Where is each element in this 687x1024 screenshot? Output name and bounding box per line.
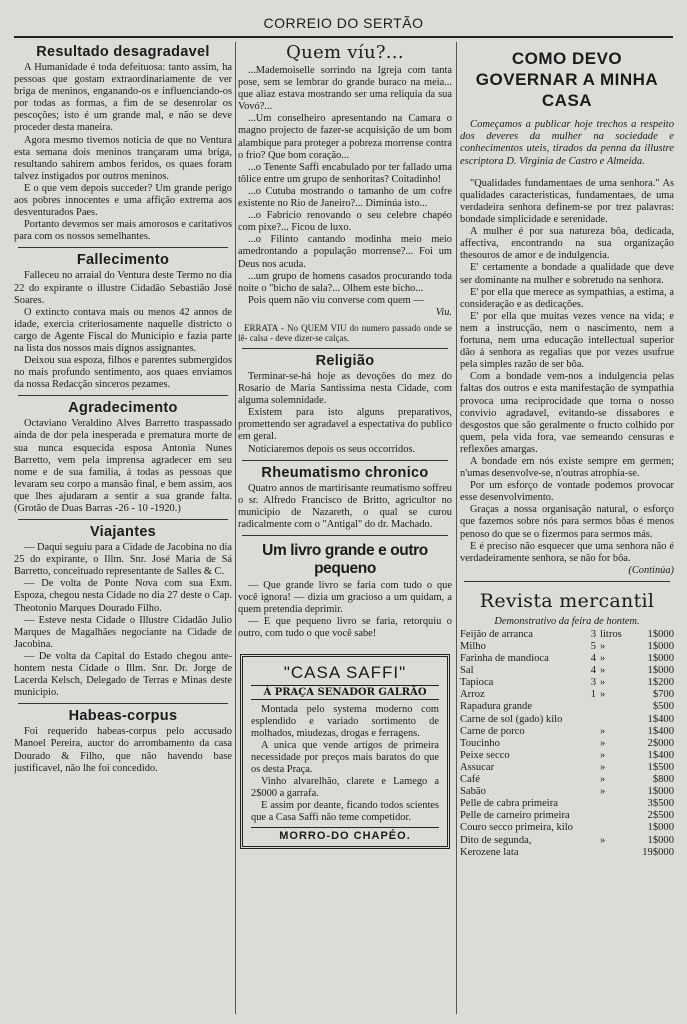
paragraph: — Que grande livro se faria com tudo o que você ignora! — dizia um gracioso a um quidam, a quem pretendia deprimir. — [238, 580, 452, 616]
item-unit — [600, 847, 630, 859]
paragraph: ...o Cutuba mostrando o tamanho de um cofre existente no Rio de Janeiro?... Diminúa isto... — [238, 185, 452, 210]
article-title: Agradecimento — [68, 400, 178, 417]
item-name: Feijão de arranca — [460, 628, 533, 640]
item-quantity — [574, 701, 600, 713]
paragraph: Falleceu no arraial do Ventura deste Termo no dia 22 do expirante o illustre Cidadão Sebastião José Soares. — [14, 270, 232, 306]
item-unit — [600, 701, 630, 713]
price-row — [460, 641, 674, 653]
paragraph: E' por ella que muitas vezes vence na vida; e nem a instrucção, nem o nascimento, nem a fortuna, nem uma educação intellectual superior dão á senhora as regalias que por vezes usufrue pela simples razão de ser bôa. — [460, 310, 674, 371]
item-name: Pelle de carneiro primeira — [460, 810, 570, 822]
item-name: Toucinho — [460, 737, 500, 749]
article-title: Quem víu?... — [286, 42, 404, 63]
item-price: 2$000 — [647, 737, 674, 749]
paragraph: E' por ella que merece as sympathias, a estima, a consideração e as dedicações. — [460, 286, 674, 310]
item-price: 1$500 — [647, 761, 674, 773]
item-unit — [600, 810, 630, 822]
item-name: Couro secco primeira, kilo — [460, 822, 573, 834]
paragraph: A bondade em nós existe sempre em germen; n'umas desenvolve-se, n'outras atrophia-se. — [460, 455, 674, 480]
article-como-devo-governar — [460, 48, 674, 577]
price-row — [460, 689, 674, 701]
paragraph: Foi requerido habeas-corpus pelo accusado Manoel Pereira, auctor do arrombamento da casa Dourado & Filho, que não havendo base justificavel, não lhe foi concedido. — [14, 726, 232, 774]
article-religiao — [238, 353, 452, 456]
item-unit: » — [600, 761, 606, 773]
paragraph: — De volta de Ponte Nova com sua Exm. Espoza, chegou nesta Cidade no dia 27 deste o Cap. Theotonio Marques Dourado Filho. — [14, 578, 232, 614]
paragraph: O extincto contava mais ou menos 42 annos de idade, exercia criteriosamente naquelle districto o cargo de Agente Fiscal do Municipio e fazia parte na lista dos nossos mais dignos assignantes. — [14, 306, 232, 354]
article-title: Revista mercantil — [479, 589, 655, 612]
price-row — [460, 798, 674, 810]
item-price: 1$000 — [647, 834, 674, 846]
paragraph: ...o Tenente Saffi encabulado por ter fallado uma tôlice entre um grupo de senhoritas? Coitadinho! — [238, 161, 452, 185]
item-price: 1$400 — [647, 725, 674, 737]
paragraph: ...Mademoiselle sorrindo na Igreja com tanta pose, sem se lembrar do grande buraco na meia... que aliaz estava mostrando ser uma reliquia da sua Vovó?... — [238, 65, 452, 113]
item-quantity — [574, 810, 600, 822]
item-unit: » — [600, 725, 606, 737]
item-name: Arroz — [460, 689, 485, 701]
item-price: 1$000 — [647, 628, 674, 640]
price-row — [460, 714, 674, 726]
item-quantity: 1 — [590, 689, 596, 701]
column-middle — [238, 42, 452, 1016]
paragraph: E o que vem depois succeder? Um grande perigo aos pobres innocentes e uma affição extrema aos desventurados Paes. — [14, 182, 232, 219]
price-row — [460, 786, 674, 798]
paragraph: ...o Fabricio renovando o seu celebre chapéo com pixe?... Ficou de luxo. — [238, 210, 452, 234]
item-unit: » — [600, 653, 606, 665]
paragraph: — E que pequeno livro se faria, retorquiu o outro, com tudo o que você sabe! — [238, 616, 452, 640]
item-quantity — [574, 762, 600, 774]
item-name: Sal — [460, 665, 474, 677]
item-quantity — [574, 750, 600, 762]
item-name: Pelle de cabra primeira — [460, 798, 558, 810]
article-habeas-corpus — [14, 708, 232, 774]
item-quantity — [574, 835, 600, 847]
paragraph: ...Um conselheiro apresentando na Camara o magno projecto de fazer-se acquisição de um bom alambique para proteger a pobreza morrense contra o frio? Que bom coração... — [238, 113, 452, 161]
article-rheumatismo — [238, 465, 452, 531]
item-name: Carne de porco — [460, 725, 525, 737]
price-row — [460, 762, 674, 774]
paragraph: ...o Filinto cantando modinha meio meio amedrontando a população morrense?... Foi um Deus nos acuda. — [238, 234, 452, 270]
item-quantity — [574, 714, 600, 726]
item-price: 1$000 — [647, 653, 674, 665]
article-lead: Começamos a publicar hoje trechos a respeito dos deveres da mulher na sociedade e conhecimentos uteis, tirados da penna da illustre escriptora D. Virginia de Castro e Almeida. — [460, 119, 674, 167]
item-quantity — [574, 798, 600, 810]
errata-note: ERRATA - No QUEM VIU do numero passado onde se lê- calsa - deve dizer-se calças. — [238, 322, 452, 344]
item-name: Peixe secco — [460, 749, 510, 761]
item-name: Farinha de mandioca — [460, 653, 549, 665]
article-resultado — [14, 44, 232, 243]
item-price: 1$400 — [647, 713, 674, 725]
article-title: Religião — [315, 352, 375, 369]
item-price: 1$000 — [647, 641, 674, 652]
price-row — [460, 677, 674, 689]
item-price: $500 — [652, 701, 674, 713]
price-row — [460, 774, 674, 786]
article-agradecimento — [14, 400, 232, 515]
divider — [18, 247, 228, 248]
price-row — [460, 750, 674, 762]
item-price: 1$200 — [647, 677, 674, 689]
divider — [242, 535, 448, 536]
paragraph: Montada pelo systema moderno com esplendido e variado sortimento de molhados, miudezas, drogas e ferragens. — [251, 704, 439, 740]
paragraph: — Esteve nesta Cidade o Illustre Cidadão Julio Marques de Magalhães negociante na Cidade de Jacobina. — [14, 614, 232, 650]
column-left — [14, 42, 232, 1016]
divider — [242, 348, 448, 349]
article-quem-viu — [238, 42, 452, 344]
price-table — [460, 629, 674, 859]
item-name: Sabão — [460, 786, 486, 798]
item-quantity: 3 — [590, 628, 596, 640]
article-viajantes — [14, 524, 232, 699]
paragraph: ...um grupo de homens casados procurando toda noite o "bicho de sala?... Olhem este bicho... — [238, 270, 452, 294]
item-price: 1$000 — [647, 822, 674, 834]
item-price: 1$000 — [647, 786, 674, 798]
item-price: 3$500 — [647, 798, 674, 810]
column-right — [460, 42, 674, 1016]
price-row — [460, 629, 674, 641]
price-row — [460, 810, 674, 822]
article-title: Viajantes — [89, 524, 157, 541]
price-row — [460, 701, 674, 713]
item-price: 1$400 — [647, 749, 674, 761]
column-rule — [456, 42, 457, 1014]
item-quantity — [574, 738, 600, 750]
paragraph: Deixou sua espoza, filhos e parentes submergidos no mais profundo sentimento, aos quaes enviamos da nossa Redacção sinceros pezames. — [14, 355, 232, 391]
paragraph: A mulher é por sua natureza bôa, dedicada, affectiva, encontrando na sua organização thesouros de amor e de indulgencia. — [460, 226, 674, 262]
item-quantity — [574, 822, 600, 834]
price-row — [460, 835, 674, 847]
item-name: Tapioca — [460, 677, 494, 689]
price-row — [460, 653, 674, 665]
item-name: Rapadura grande — [460, 701, 533, 713]
item-name: Carne de sol (gado) kilo — [460, 713, 563, 725]
masthead — [14, 4, 673, 38]
paragraph: Octaviano Veraldino Alves Barretto traspassado ainda de dor pela inesperada e prematura morte de sua nunca esquecida esposa Antonia Nunes Barretto, vem pela imprensa agradecer em seu nome e de sua familia, á todas as pessoas que levaram seu corpo a mansão final, e bem assim, aos que lhes ajudaram a sentir a sua grande falta. (Grotão de Duas Barras -26 - 10 -1920.) — [14, 418, 232, 514]
article-title: Resultado desagradavel — [36, 44, 210, 60]
paragraph: Pois quem não viu converse com quem — — [248, 294, 424, 306]
item-quantity: 4 — [590, 653, 596, 665]
item-unit: » — [600, 749, 606, 761]
item-unit: » — [600, 737, 606, 749]
paragraph: Existem para isto alguns preparativos, promettendo ser agradavel a espectativa do publico em geral. — [238, 407, 452, 443]
item-quantity: 4 — [590, 665, 596, 677]
paragraph: Portanto devemos ser mais amorosos e caritativos para com os nossos semelhantes. — [14, 219, 232, 243]
item-unit: » — [600, 786, 606, 798]
price-row — [460, 665, 674, 677]
paragraph: Com a bondade vem-nos a indulgencia pelas faltas dos outros e esta manifestação de sympathia provoca uma reciprocidade que torna o nosso convivio agradavel, evitando-se dissabores e desgostos que são geralmente o fructo colhido por quem, pela vida fora, vae semeando censuras e reflexões amargas. — [460, 371, 674, 455]
item-quantity: 5 — [590, 641, 596, 652]
paragraph: E assim por deante, ficando todos scientes que a Casa Saffi não teme competidor. — [251, 800, 439, 824]
price-row — [460, 847, 674, 859]
paragraph: Terminar-se-há hoje as devoções do mez do Rosario de Maria Santissima nesta Cidade, com alguma solemnidade. — [238, 370, 452, 407]
paragraph: E é preciso não esquecer que uma senhora não é verdadeiramente senhora, se não for bôa. — [460, 540, 674, 564]
market-subtitle: Demonstrativo da feira de hontem. — [494, 615, 640, 627]
item-price: $700 — [652, 689, 674, 701]
paragraph: Noticiaremos depois os seus occorridos. — [248, 443, 416, 455]
item-unit — [600, 822, 630, 834]
item-quantity — [574, 726, 600, 738]
article-revista-mercantil — [460, 590, 674, 859]
article-title: Habeas-corpus — [68, 708, 178, 725]
article-title: COMO DEVO GOVERNAR A MINHA CASA — [475, 49, 659, 110]
item-name: Assucar — [460, 761, 495, 773]
item-unit: » — [600, 774, 606, 786]
ad-footer: MORRO-DO CHAPÉO. — [251, 827, 439, 842]
item-price: $800 — [652, 774, 674, 786]
item-unit: litros — [600, 628, 622, 640]
item-price: 2$500 — [647, 810, 674, 822]
paragraph: Graças a nossa organisação natural, o esforço que fazemos sobre nós para sermos bôas é menos penoso do que se o fizermos para sermos más. — [460, 504, 674, 540]
item-name: Milho — [460, 641, 486, 652]
article-livro — [238, 542, 452, 640]
item-quantity — [574, 847, 600, 859]
paragraph: — Daqui seguiu para a Cidade de Jacobina no dia 25 do expirante, o Illm. Snr. José Maria de Sá Barretto, conceituado representante de Salles & C. — [14, 542, 232, 578]
paragraph: E' certamente a bondade a qualidade que deve ser dominante na mulher e sobretudo na senhora. — [460, 262, 674, 286]
item-unit: » — [600, 834, 606, 846]
paragraph: Quatro annos de martirisante reumatismo soffreu o sr. Alfredo Francisco de Britto, agricultor no municipio de Nazareth, o qual se curou radicalmente com o "Antigal" do dr. Machado. — [238, 482, 452, 530]
item-unit — [600, 714, 630, 726]
article-fallecimento — [14, 252, 232, 391]
price-row — [460, 738, 674, 750]
item-name: Kerozene lata — [460, 846, 519, 858]
article-title: Fallecimento — [76, 252, 170, 269]
item-quantity — [574, 774, 600, 786]
continued-note: (Continúa) — [628, 564, 674, 576]
signature: Viu. — [435, 306, 452, 318]
article-title: Um livro grande e outro pequeno — [262, 542, 428, 577]
item-price: 19$000 — [642, 846, 674, 858]
divider — [464, 581, 670, 582]
item-quantity — [574, 786, 600, 798]
paragraph: Agora mesmo tivemos noticia de que no Ventura esta semana dois meninos trançaram uma briga, resultando sahirem ambos feridos, os quaes foram talvez instigados por outros meninos. — [14, 134, 232, 182]
item-quantity: 3 — [590, 677, 596, 689]
item-unit: » — [600, 689, 606, 701]
item-unit — [600, 798, 630, 810]
paragraph: Vinho alvarelhão, clarete e Lamego a 2$000 a garrafa. — [251, 776, 439, 800]
newspaper-title: CORREIO DO SERTÃO — [263, 15, 424, 31]
column-rule — [235, 42, 236, 1014]
item-unit: » — [600, 665, 606, 677]
ad-subtitle: Á PRAÇA SENADOR GALRÃO — [251, 685, 439, 700]
ad-title: "CASA SAFFI" — [283, 663, 407, 683]
advertisement-casa-saffi — [240, 654, 450, 849]
price-row — [460, 726, 674, 738]
item-name: Café — [460, 774, 480, 786]
item-name: Dito de segunda, — [460, 834, 532, 846]
paragraph: — De volta da Capital do Estado chegou ante-hontem nesta Cidade o Illm. Snr. Dr. Jorge de Lacerda Kelsch, Delegado de Terras e Minas deste municipio. — [14, 650, 232, 699]
article-title: Rheumatismo chronico — [261, 464, 429, 481]
divider — [18, 703, 228, 704]
paragraph: A Humanidade é toda defeituosa: tanto assim, ha pessoas que gostam extraordinariamente de ver briga de meninos, enganando-os e influenciando-os por todas as formas, a fim de se desenrolar os pescoções; isto é um grande mal, e não se deve proceder desta maneira. — [14, 62, 232, 134]
paragraph: Por um esforço de vontade podemos provocar esse desenvolvimento. — [460, 480, 674, 504]
divider — [18, 395, 228, 396]
divider — [18, 519, 228, 520]
item-unit: » — [600, 641, 606, 652]
item-unit: » — [600, 677, 606, 689]
paragraph: A unica que vende artigos de primeira necessidade por preços mais baratos do que os desta Praça. — [251, 740, 439, 776]
item-price: 1$000 — [647, 665, 674, 677]
divider — [242, 460, 448, 461]
paragraph: "Qualidades fundamentaes de uma senhora." As qualidades caracteristicas, fundamentaes, de uma verdadeira senhora definem-se por trez palavras: bondade simplicidade e serenidade. — [460, 177, 674, 226]
price-row — [460, 822, 674, 834]
